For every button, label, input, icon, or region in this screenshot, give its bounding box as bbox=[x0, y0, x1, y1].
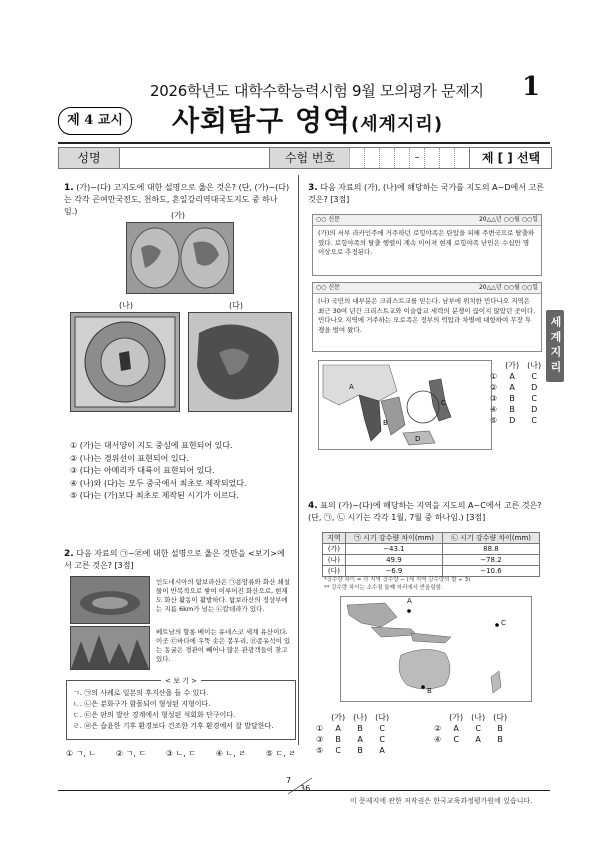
q3-col-header: (가) bbox=[505, 361, 520, 370]
q4-map bbox=[340, 596, 532, 702]
q4-answers-left bbox=[312, 712, 393, 756]
select-field[interactable]: 제 [ ] 선택 bbox=[469, 148, 552, 168]
q2-item1 bbox=[70, 576, 292, 624]
q2-bogi-box bbox=[66, 677, 296, 740]
q4-col-header: (가) bbox=[449, 713, 464, 722]
map-label-c: C bbox=[501, 619, 506, 627]
circular-map-image bbox=[71, 313, 179, 411]
q1-choice[interactable]: ③ (다)는 아메리카 대륙이 표현되어 있다. bbox=[70, 466, 215, 475]
page-current: 7 bbox=[286, 776, 292, 785]
q2-bogi-item: ㄹ. ㉣은 습윤한 기후 환경보다 건조한 기후 환경에서 잘 발달한다. bbox=[73, 722, 274, 730]
q3-answer-row[interactable]: ③ B C bbox=[490, 394, 537, 403]
q2-choice[interactable]: ① ㄱ, ㄴ bbox=[66, 749, 97, 758]
map-label-c: C bbox=[441, 399, 446, 407]
q4-answer-row[interactable]: ② A C B bbox=[434, 724, 503, 733]
q1-choice[interactable]: ⑤ (다)는 (가)보다 최초로 제작된 시기가 이르다. bbox=[70, 491, 239, 500]
q4-answer-row[interactable]: ③ B A C bbox=[316, 735, 385, 744]
q4-note: ** 강수량 차이는 소수점 둘째 자리에서 반올림함. bbox=[324, 585, 443, 591]
q1-choices bbox=[70, 440, 296, 503]
map-label-b: B bbox=[427, 687, 432, 695]
news-name: ○○ 신문 bbox=[316, 284, 340, 291]
q2-choice[interactable]: ⑤ ㄷ, ㄹ bbox=[265, 749, 296, 758]
q4-col-header: (다) bbox=[493, 713, 508, 722]
page-counter bbox=[282, 776, 318, 796]
q2-bogi-item: ㄷ. ㉢은 판의 발산 경계에서 형성된 석회화 단구이다. bbox=[73, 711, 236, 719]
exam-no-dash: – bbox=[409, 148, 424, 168]
q1-choice[interactable]: ④ (나)와 (다)는 모두 중국에서 최초로 제작되었다. bbox=[70, 478, 247, 488]
q4-stem bbox=[308, 500, 544, 524]
q4-col-header: (가) bbox=[331, 713, 346, 722]
q4-number: 4. bbox=[308, 501, 318, 511]
q2-text1: 인도네시아의 탐보라산은 ㉠용암류와 화산 쇄설물이 반복적으로 쌓여 이루어진 화산으로, 현재도 화산 활동이 활발하다. 탐보라산의 정상부에는 지름 6km가 넘는 ㉡칼데라가 있다. bbox=[156, 578, 291, 613]
q2-item2 bbox=[70, 626, 292, 672]
q1-choice[interactable]: ② (나)는 경위선이 표현되어 있다. bbox=[70, 453, 189, 463]
q3-col-header: (나) bbox=[527, 361, 542, 370]
q3-news1 bbox=[312, 214, 542, 276]
q3-answer-row[interactable]: ④ B D bbox=[490, 405, 538, 414]
q2-bogi-item: ㄱ. ㉠의 사례로 일본의 후지산을 들 수 있다. bbox=[73, 689, 209, 697]
q1-choice[interactable]: ① (가)는 대서양이 지도 중심에 표현되어 있다. bbox=[70, 441, 233, 450]
exam-title: 2026학년도 대학수학능력시험 9월 모의평가 문제지 bbox=[150, 82, 484, 100]
session-badge: 제 4 교시 bbox=[58, 107, 132, 135]
map-label-a: A bbox=[349, 383, 354, 391]
q2-stem-text: 다음 자료의 ㉠~㉣에 대한 설명으로 옳은 것만을 <보기>에서 고른 것은? [3점] bbox=[64, 549, 285, 570]
q1-map-c bbox=[188, 312, 292, 412]
q2-text2: 베트남의 할롱 베이는 유네스코 세계 유산이다. 이곳 ㉢바다에 우뚝 솟은 봉우리, ㉣종유석이 있는 동굴은 경관이 빼어나 많은 관광객들이 찾고 있다. bbox=[156, 628, 291, 663]
table-row: (나) 49.9 −78.2 bbox=[323, 555, 540, 566]
q1-map-b bbox=[70, 312, 180, 412]
name-label: 성명 bbox=[59, 148, 119, 168]
q2-choice[interactable]: ③ ㄴ, ㄷ bbox=[165, 749, 197, 758]
map-label-d: D bbox=[415, 435, 421, 443]
oceania-map bbox=[341, 597, 531, 701]
q3-news2-text: (나) 국민의 대부분은 크리스트교를 믿는다. 남부에 위치한 민다나오 지역은 최근 30여 년간 크리스트교와 이슬람교 세력의 분쟁이 끊이지 않았던 곳이다. 민다나오 지역에 거주하는 모로족은 정부의 억압과 차별에 대항하여 무장 투쟁을 벌여 왔다. bbox=[318, 297, 536, 334]
table-row: (가) −43.1 88.8 bbox=[323, 544, 540, 555]
southeast-asia-map bbox=[319, 361, 491, 449]
q3-answer-row[interactable]: ① A C bbox=[490, 372, 537, 381]
news-name: ○○ 신문 bbox=[316, 216, 340, 223]
q2-number: 2. bbox=[64, 549, 74, 559]
q4-col-header: (다) bbox=[375, 713, 390, 722]
q1-fig-a-label: (가) bbox=[171, 211, 185, 220]
q3-news1-text: (가)의 서부 라카인주에 거주하던 로힝야족은 탄압을 피해 주변국으로 탈출하였다. 로힝야족의 탈출 행렬이 계속 이어져 현재 로힝야족 난민은 수십만 명 이상으로 추정된다. bbox=[318, 229, 535, 256]
q4-th: ㉠ 시기 강수량 차이(mm) bbox=[345, 533, 442, 544]
copyright-notice: 이 문제지에 관한 저작권은 한국교육과정평가원에 있습니다. bbox=[350, 797, 533, 805]
page-number: 1 bbox=[522, 72, 541, 102]
halong-bay-photo bbox=[70, 626, 150, 670]
old-map-image bbox=[189, 313, 291, 411]
q4-th: ㉡ 시기 강수량 차이(mm) bbox=[442, 533, 539, 544]
header-rule bbox=[58, 142, 550, 144]
q3-number: 3. bbox=[308, 183, 318, 193]
q2-stem bbox=[64, 548, 290, 572]
page-total: 36 bbox=[300, 784, 311, 793]
q1-fig-b-label: (나) bbox=[119, 301, 133, 310]
q4-col-header: (나) bbox=[471, 713, 486, 722]
q1-fig-c-label: (다) bbox=[229, 301, 243, 310]
q2-choice[interactable]: ② ㄱ, ㄷ bbox=[115, 749, 147, 758]
q2-bogi-item: ㄴ. ㉡은 분화구가 함몰되어 형성된 지형이다. bbox=[73, 700, 211, 708]
exam-no-label: 수험 번호 bbox=[269, 148, 350, 168]
q2-choice[interactable]: ④ ㄴ, ㄹ bbox=[215, 749, 247, 758]
subject-sub: (세계지리) bbox=[351, 114, 444, 135]
q3-answer-row[interactable]: ⑤ D C bbox=[490, 416, 537, 425]
name-field[interactable] bbox=[119, 148, 270, 168]
q1-number: 1. bbox=[64, 183, 74, 193]
q4-answer-row[interactable]: ⑤ C B A bbox=[316, 746, 385, 755]
column-divider bbox=[298, 175, 299, 745]
q3-map bbox=[318, 360, 492, 450]
table-row: (다) −6.9 −10.6 bbox=[323, 566, 540, 577]
q4-col-header: (나) bbox=[353, 713, 368, 722]
exam-no-field[interactable] bbox=[349, 148, 469, 168]
q1-map-a bbox=[126, 222, 234, 294]
subject-title bbox=[172, 99, 443, 139]
q3-stem-text: 다음 자료의 (가), (나)에 해당하는 국가를 지도의 A~D에서 고른 것은? [3점] bbox=[308, 183, 544, 204]
q4-note: *강수량 차이 = 각 지역 강수량 − (세 지역 강수량의 합 ÷ 3) bbox=[324, 577, 471, 583]
q4-table bbox=[322, 532, 540, 577]
q4-answers-right bbox=[430, 712, 511, 745]
q4-th: 지역 bbox=[323, 533, 346, 544]
q2-bogi-title: < 보 기 > bbox=[161, 677, 201, 685]
q1-stem-text: (가)~(다) 고지도에 대한 설명으로 옳은 것은? (단, (가)~(다)는 각각 곤여만국전도, 천하도, 혼일강리역대국도지도 중 하나임.) bbox=[64, 183, 290, 216]
news-date: 20△△년 ○○월 ○○일 bbox=[478, 216, 538, 223]
q3-stem bbox=[308, 182, 544, 206]
subject-main: 사회탐구 영역 bbox=[172, 104, 352, 137]
q4-answer-row[interactable]: ④ C A B bbox=[434, 735, 503, 744]
map-label-b: B bbox=[383, 419, 388, 427]
caldera-photo bbox=[70, 576, 150, 624]
q4-stem-text: 표의 (가)~(다)에 해당하는 지역을 지도의 A~C에서 고른 것은? (단, ㉠, ㉡ 시기는 각각 1월, 7월 중 하나임.) [3점] bbox=[308, 501, 542, 522]
map-label-a: A bbox=[407, 597, 412, 605]
q4-answer-row[interactable]: ① A B C bbox=[316, 724, 385, 733]
subject-side-tab: 세계지리 bbox=[546, 310, 564, 382]
q3-news2 bbox=[312, 282, 542, 352]
name-bar bbox=[58, 147, 552, 169]
q4-notes bbox=[324, 576, 470, 592]
news-date: 20△△년 ○○월 ○○일 bbox=[478, 284, 538, 291]
q2-choices bbox=[66, 748, 296, 761]
world-map-image bbox=[127, 223, 233, 293]
q3-answer-table bbox=[486, 360, 545, 426]
q3-answer-row[interactable]: ② A D bbox=[490, 383, 538, 392]
